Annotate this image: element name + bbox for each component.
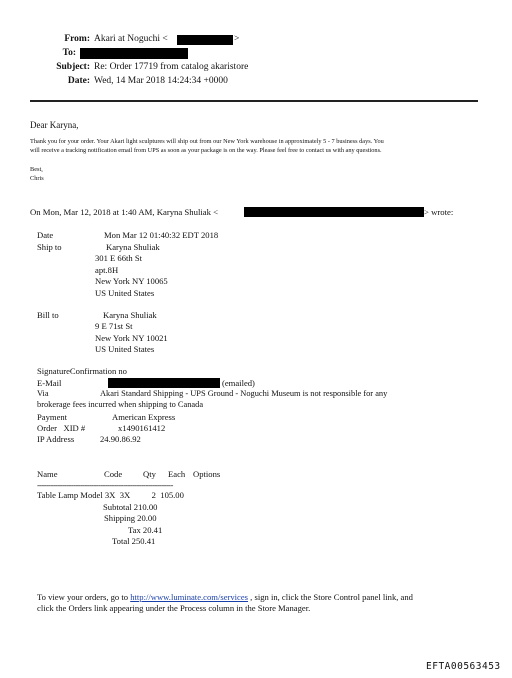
order-date-value: Mon Mar 12 01:40:32 EDT 2018: [104, 230, 219, 240]
signature-confirmation: SignatureConfirmation no: [37, 366, 127, 376]
body-line-1: Thank you for your order. Your Akari light sculptures will ship out from our New York warehouse in approximately 5 - 7 business days. You: [30, 138, 384, 145]
shipping-line: Shipping 20.00: [104, 513, 157, 523]
closing-text: , sign in, click the Store Control panel link, and: [248, 592, 413, 602]
bill-to-line: New York NY 10021: [95, 333, 168, 343]
body-line-2: will receive a tracking notification email from UPS as soon as your package is on the way. Please feel free to contact us with any questions.: [30, 147, 382, 154]
table-row: Table Lamp Model 3X 3X 2 105.00: [37, 490, 184, 500]
services-link[interactable]: http://www.luminate.com/services: [130, 592, 249, 602]
quote-intro-suffix: > wrote:: [424, 207, 454, 217]
date-value: Wed, 14 Mar 2018 14:24:34 +0000: [94, 76, 228, 86]
email-label: E-Mail: [37, 378, 62, 388]
redaction-box: [177, 35, 233, 45]
ship-to-line: Karyna Shuliak: [106, 242, 160, 252]
xid-label: Order XID #: [37, 423, 86, 433]
header-divider: [30, 100, 478, 102]
tax-line: Tax 20.41: [128, 525, 163, 535]
ip-value: 24.90.86.92: [100, 434, 141, 444]
from-value: Akari at Noguchi <: [94, 34, 168, 44]
subtotal-line: Subtotal 210.00: [103, 502, 158, 512]
payment-value: American Express: [112, 412, 176, 422]
subject-value: Re: Order 17719 from catalog akaristore: [94, 62, 249, 72]
closing-text: To view your orders, go to: [37, 592, 131, 602]
greeting: Dear Karyna,: [30, 120, 79, 130]
table-separator: ------------------------------------------------------------: [37, 480, 173, 490]
bill-to-line: US United States: [95, 344, 155, 354]
redaction-box: [80, 48, 188, 59]
redaction-box: [108, 378, 220, 388]
ship-to-line: New York NY 10065: [95, 276, 168, 286]
quote-intro: On Mon, Mar 12, 2018 at 1:40 AM, Karyna Shuliak <: [30, 207, 219, 217]
via-label: Via: [37, 389, 49, 398]
ship-to-line: apt.8H: [95, 265, 119, 275]
ip-label: IP Address: [37, 434, 75, 444]
column-header-name: Name: [37, 469, 58, 479]
order-date-label: Date: [37, 230, 54, 240]
payment-label: Payment: [37, 412, 68, 422]
from-label: From:: [64, 34, 90, 44]
ship-to-line: 301 E 66th St: [95, 253, 143, 263]
column-header-code: Code: [104, 469, 123, 479]
bill-to-line: 9 E 71st St: [95, 321, 133, 331]
total-line: Total 250.41: [112, 536, 156, 546]
from-close: >: [234, 34, 240, 44]
email-suffix: (emailed): [222, 378, 255, 388]
signature: Chris: [30, 175, 44, 182]
bill-to-label: Bill to: [37, 310, 59, 320]
document-id: EFTA00563453: [426, 661, 501, 672]
column-header-options: Options: [193, 469, 221, 479]
redaction-box: [244, 207, 424, 217]
column-header-qty: Qty: [143, 469, 156, 479]
ship-to-line: US United States: [95, 288, 155, 298]
xid-value: x1490161412: [118, 423, 166, 433]
column-header-each: Each: [168, 469, 186, 479]
closing-line-2: click the Orders link appearing under the Process column in the Store Manager.: [37, 603, 311, 613]
to-label: To:: [62, 48, 76, 58]
via-value-continued: brokerage fees incurred when shipping to Canada: [37, 400, 204, 409]
subject-label: Subject:: [56, 62, 90, 72]
date-label: Date:: [67, 76, 90, 86]
bill-to-line: Karyna Shuliak: [103, 310, 157, 320]
via-value: Akari Standard Shipping - UPS Ground - Noguchi Museum is not responsible for any: [100, 389, 388, 398]
closing-line-1: [37, 592, 413, 602]
ship-to-label: Ship to: [37, 242, 62, 252]
signoff: Best,: [30, 166, 43, 173]
